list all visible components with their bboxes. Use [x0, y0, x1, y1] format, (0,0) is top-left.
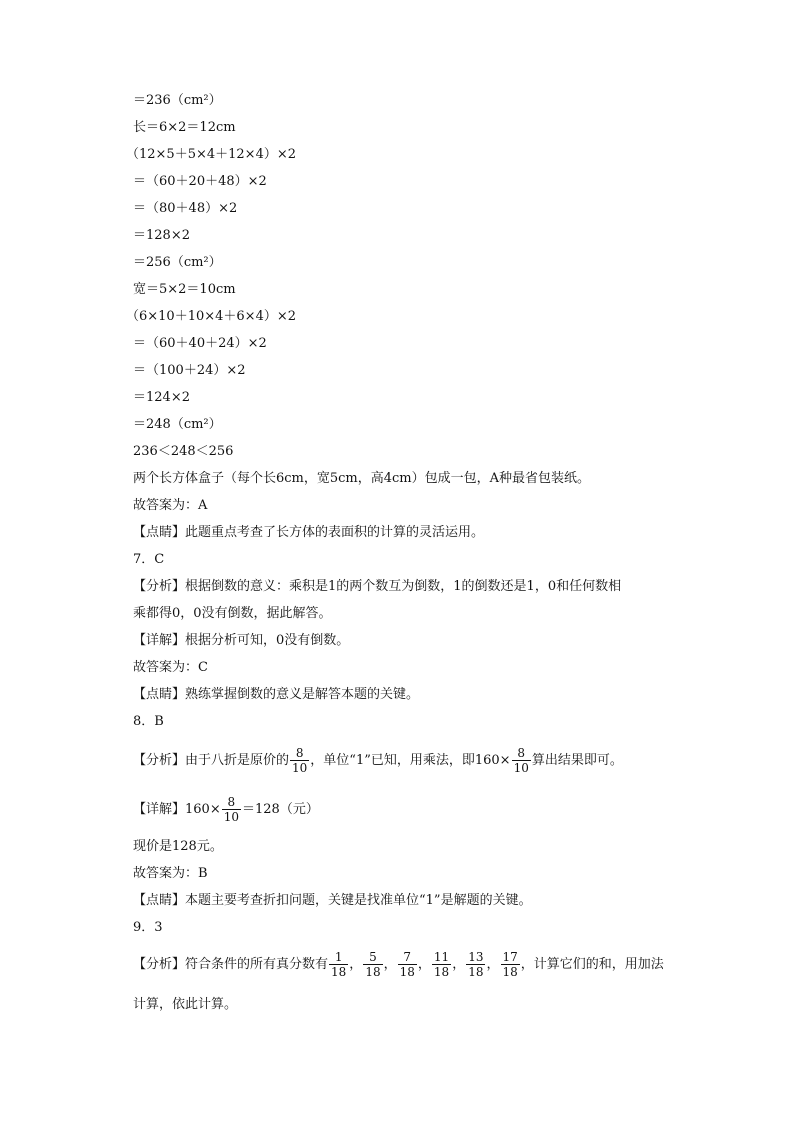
- fraction: [432, 950, 451, 979]
- separator: ，: [417, 957, 431, 972]
- text-line: ＝（100＋24）×2: [133, 363, 246, 378]
- text-line: 【点睛】本题主要考查折扣问题，关键是找准单位“1”是解题的关键。: [133, 893, 532, 908]
- fraction: [363, 950, 382, 979]
- text-line: 故答案为：A: [133, 498, 208, 513]
- text-line: ＝256（cm²）: [133, 255, 222, 270]
- text-line: ＝248（cm²）: [133, 417, 222, 432]
- fraction: [222, 795, 241, 824]
- fraction-numerator: 8: [222, 795, 241, 810]
- text-line: 【点睛】熟练掌握倒数的意义是解答本题的关键。: [133, 687, 420, 702]
- text-line: 计算，依此计算。: [133, 997, 238, 1012]
- fraction-numerator: 5: [363, 950, 382, 965]
- q8-detail-line: [133, 795, 319, 825]
- text-segment: ＝128（元）: [242, 802, 319, 817]
- text-line: 宽＝5×2＝10cm: [133, 282, 236, 297]
- text-line: ＝（80＋48）×2: [133, 201, 238, 216]
- fraction-numerator: 7: [398, 950, 417, 965]
- fraction-denominator: 18: [399, 965, 415, 979]
- text-line: 【点睛】此题重点考查了长方体的表面积的计算的灵活运用。: [133, 525, 485, 540]
- fraction: [512, 746, 531, 775]
- text-line: （6×10＋10×4＋6×4）×2: [126, 309, 297, 324]
- text-line: ＝124×2: [133, 390, 190, 405]
- fraction-numerator: 17: [502, 950, 518, 964]
- text-line: 236＜248＜256: [133, 444, 234, 459]
- fraction-denominator: 18: [502, 965, 518, 979]
- fraction-numerator: 8: [290, 746, 309, 761]
- text-line: ＝（60＋40＋24）×2: [133, 336, 267, 351]
- question-number: 8．B: [133, 714, 164, 729]
- fraction-denominator: 18: [468, 965, 484, 979]
- fraction-denominator: 10: [223, 810, 239, 824]
- text-line: 现价是128元。: [133, 839, 223, 854]
- fraction-numerator: 13: [468, 950, 484, 964]
- separator: ，: [349, 957, 363, 972]
- separator: ，: [486, 957, 500, 972]
- question-number: 7．C: [133, 552, 165, 567]
- fraction-numerator: 11: [433, 950, 450, 964]
- fraction: [329, 950, 348, 979]
- separator: ，: [383, 957, 397, 972]
- text-line: 长＝6×2＝12cm: [133, 120, 236, 135]
- text-segment: 【详解】160×: [133, 802, 221, 817]
- text-line: 故答案为：C: [133, 660, 208, 675]
- fraction-denominator: 18: [331, 965, 347, 979]
- q8-analysis-line: [133, 746, 623, 776]
- text-segment: ，计算它们的和，用加法: [520, 957, 664, 972]
- separator: ，: [452, 957, 466, 972]
- text-line: 【分析】根据倒数的意义：乘积是1的两个数互为倒数，1的倒数还是1，0和任何数相: [133, 579, 622, 594]
- fraction-numerator: 1: [329, 950, 348, 965]
- q9-analysis-line: [133, 950, 664, 980]
- text-line: 故答案为：B: [133, 866, 208, 881]
- fraction-denominator: 18: [433, 965, 450, 979]
- text-line: 两个长方体盒子（每个长6cm，宽5cm，高4cm）包成一包，A种最省包装纸。: [133, 471, 591, 486]
- fraction-numerator: 8: [512, 746, 531, 761]
- fraction: [466, 950, 485, 979]
- fraction-denominator: 18: [365, 965, 381, 979]
- text-segment: 【分析】符合条件的所有真分数有: [133, 957, 329, 972]
- text-line: （12×5＋5×4＋12×4）×2: [126, 147, 297, 162]
- fraction: [290, 746, 309, 775]
- text-segment: ，单位“1”已知，用乘法，即160×: [310, 753, 511, 768]
- question-number: 9．3: [133, 920, 163, 935]
- text-segment: 【分析】由于八折是原价的: [133, 753, 290, 768]
- text-segment: 算出结果即可。: [531, 753, 623, 768]
- text-line: ＝236（cm²）: [133, 93, 222, 108]
- fraction-denominator: 10: [513, 761, 529, 775]
- text-line: ＝（60＋20＋48）×2: [133, 174, 267, 189]
- text-line: 乘都得0，0没有倒数，据此解答。: [133, 606, 332, 621]
- text-line: 【详解】根据分析可知，0没有倒数。: [133, 633, 350, 648]
- fraction: [501, 950, 520, 979]
- text-line: ＝128×2: [133, 228, 190, 243]
- fraction-denominator: 10: [292, 761, 308, 775]
- fraction: [398, 950, 417, 979]
